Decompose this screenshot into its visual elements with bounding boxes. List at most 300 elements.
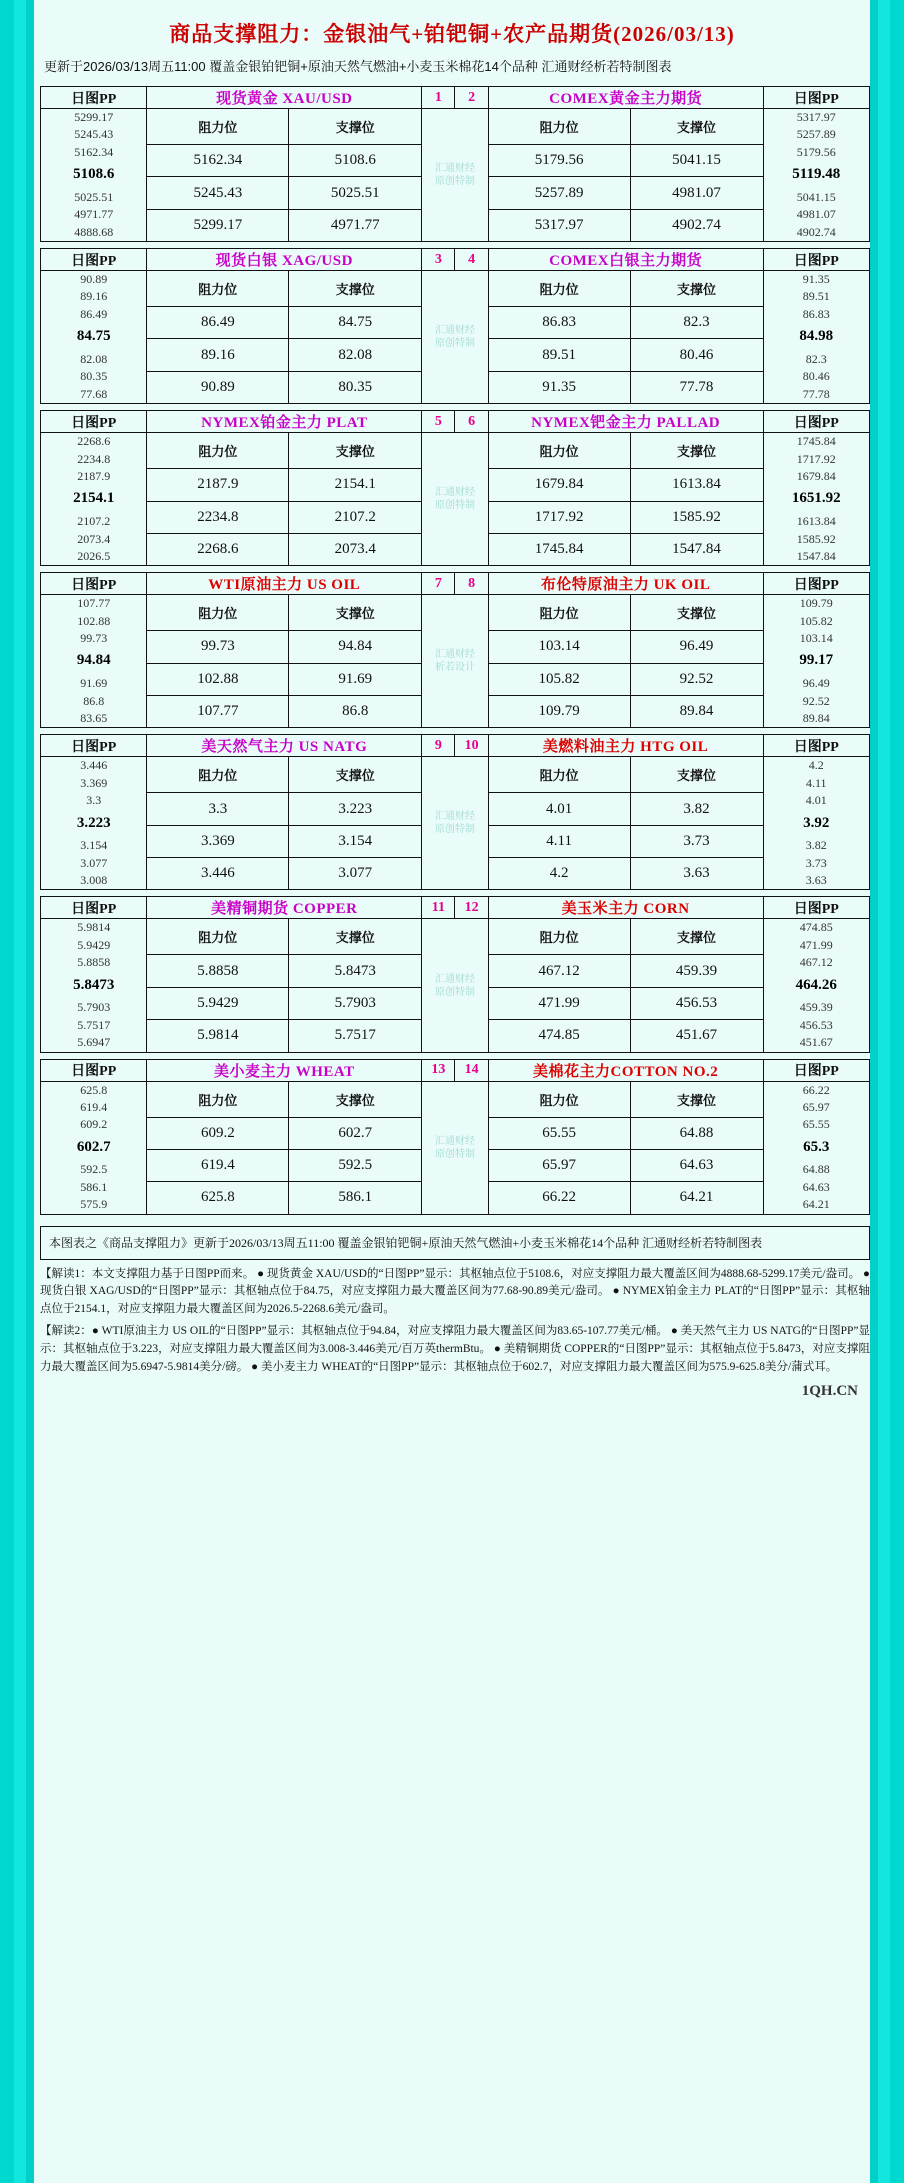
brand-watermark: 1QH.CN <box>801 1382 858 1399</box>
ladder-value: 1679.84 <box>796 468 836 483</box>
instrument-name-right: 美棉花主力COTTON NO.2 <box>488 1059 763 1081</box>
support-value-left: 5.7517 <box>289 1020 422 1052</box>
ladder-value: 4971.77 <box>74 207 114 222</box>
resistance-value-right: 1717.92 <box>488 501 630 533</box>
support-value-right: 96.49 <box>630 631 763 663</box>
instrument-table <box>40 896 870 1052</box>
resistance-value-right: 103.14 <box>488 631 630 663</box>
instrument-name-right: COMEX白银主力期货 <box>488 249 763 271</box>
pp-label-left: 日图PP <box>41 87 147 109</box>
support-value-right: 77.78 <box>630 371 763 403</box>
watermark-center: 汇通财经 原创特制 <box>422 271 488 404</box>
pivot-value: 5119.48 <box>792 166 841 183</box>
watermark-center: 汇通财经 原创特制 <box>422 1081 488 1214</box>
ladder-value: 2073.4 <box>77 531 111 546</box>
resistance-value-right: 474.85 <box>488 1020 630 1052</box>
support-header-left: 支撑位 <box>289 757 422 793</box>
page-title: 商品支撑阻力：金银油气+铂钯铜+农产品期货(2026/03/13) <box>169 22 735 46</box>
support-header-right: 支撑位 <box>630 919 763 955</box>
pp-label-right: 日图PP <box>763 411 869 433</box>
instrument-name-right: 布伦特原油主力 UK OIL <box>488 573 763 595</box>
resistance-header-right: 阻力位 <box>488 1081 630 1117</box>
ladder-value: 5.7903 <box>77 1000 111 1015</box>
ladder-value: 3.3 <box>86 793 102 808</box>
page-subtitle: 更新于2026/03/13周五11:00 覆盖金银铂钯铜+原油天然气燃油+小麦玉米棉花14个品种 汇通财经析若特制图表 <box>44 59 672 74</box>
ladder-value: 89.16 <box>80 289 108 304</box>
ladder-value: 5162.34 <box>74 144 114 159</box>
ladder-value: 89.84 <box>802 710 830 725</box>
ladder-value: 5041.15 <box>796 189 836 204</box>
support-header-left: 支撑位 <box>289 1081 422 1117</box>
resistance-header-left: 阻力位 <box>147 109 289 145</box>
ladder-value: 1745.84 <box>796 434 836 449</box>
resistance-header-left: 阻力位 <box>147 433 289 469</box>
ladder-value: 3.73 <box>805 855 827 870</box>
support-value-right: 3.73 <box>630 825 763 857</box>
support-value-left: 592.5 <box>289 1149 422 1181</box>
support-value-right: 64.21 <box>630 1182 763 1214</box>
instrument-block <box>40 893 864 1055</box>
support-value-right: 3.82 <box>630 793 763 825</box>
resistance-value-left: 3.446 <box>147 858 289 890</box>
support-value-left: 91.69 <box>289 663 422 695</box>
resistance-value-right: 4.2 <box>488 858 630 890</box>
resistance-value-left: 625.8 <box>147 1182 289 1214</box>
resistance-value-left: 5299.17 <box>147 209 289 241</box>
watermark-center: 汇通财经 原创特制 <box>422 433 488 566</box>
support-value-right: 1585.92 <box>630 501 763 533</box>
support-value-left: 586.1 <box>289 1182 422 1214</box>
support-value-left: 3.223 <box>289 793 422 825</box>
ladder-value: 92.52 <box>802 693 830 708</box>
page-inner <box>34 0 870 1410</box>
resistance-value-left: 107.77 <box>147 695 289 727</box>
pp-label-right: 日图PP <box>763 249 869 271</box>
pivot-value: 94.84 <box>76 652 111 669</box>
ladder-value: 1547.84 <box>796 548 836 563</box>
pp-label-right: 日图PP <box>763 1059 869 1081</box>
support-value-left: 2073.4 <box>289 533 422 565</box>
block-index-left: 7 <box>422 573 455 595</box>
support-value-right: 64.88 <box>630 1117 763 1149</box>
pivot-ladder-left <box>41 271 147 404</box>
resistance-value-left: 5.9429 <box>147 987 289 1019</box>
resistance-value-left: 90.89 <box>147 371 289 403</box>
ladder-value: 5317.97 <box>796 110 836 124</box>
block-index-right: 10 <box>455 735 488 757</box>
ladder-value: 103.14 <box>799 631 833 646</box>
resistance-value-right: 105.82 <box>488 663 630 695</box>
ladder-value: 64.63 <box>802 1179 830 1194</box>
resistance-header-right: 阻力位 <box>488 757 630 793</box>
ladder-value: 3.63 <box>805 873 827 888</box>
pivot-value: 2154.1 <box>73 490 115 507</box>
support-value-right: 4902.74 <box>630 209 763 241</box>
table-row <box>41 271 870 307</box>
pivot-value: 5.8473 <box>73 976 115 993</box>
pp-label-right: 日图PP <box>763 573 869 595</box>
ladder-value: 77.78 <box>802 386 830 401</box>
resistance-header-left: 阻力位 <box>147 1081 289 1117</box>
pp-label-left: 日图PP <box>41 411 147 433</box>
ladder-value: 609.2 <box>80 1117 108 1132</box>
instrument-table <box>40 248 870 404</box>
support-header-right: 支撑位 <box>630 595 763 631</box>
resistance-value-right: 65.55 <box>488 1117 630 1149</box>
pivot-value: 84.75 <box>76 328 111 345</box>
instrument-name-right: 美燃料油主力 HTG OIL <box>488 735 763 757</box>
support-value-right: 456.53 <box>630 987 763 1019</box>
resistance-header-left: 阻力位 <box>147 919 289 955</box>
ladder-value: 5.9429 <box>77 937 111 952</box>
support-header-left: 支撑位 <box>289 109 422 145</box>
support-value-left: 5.7903 <box>289 987 422 1019</box>
support-value-left: 5.8473 <box>289 955 422 987</box>
pivot-ladder-left <box>41 1081 147 1214</box>
ladder-value: 107.77 <box>77 596 111 611</box>
ladder-value: 2026.5 <box>77 548 111 563</box>
ladder-value: 5025.51 <box>74 189 114 204</box>
ladder-value: 109.79 <box>799 596 833 611</box>
ladder-value: 80.35 <box>80 369 108 384</box>
instrument-name-right: NYMEX钯金主力 PALLAD <box>488 411 763 433</box>
resistance-value-right: 467.12 <box>488 955 630 987</box>
pivot-value: 1651.92 <box>791 490 841 507</box>
resistance-value-right: 471.99 <box>488 987 630 1019</box>
resistance-value-left: 86.49 <box>147 307 289 339</box>
ladder-value: 456.53 <box>799 1017 833 1032</box>
watermark-center: 汇通财经 原创特制 <box>422 109 488 242</box>
support-value-right: 5041.15 <box>630 144 763 176</box>
pivot-value: 3.92 <box>803 814 830 831</box>
resistance-value-right: 65.97 <box>488 1149 630 1181</box>
note-2: 【解读2：● WTI原油主力 US OIL的“日图PP”显示：其枢轴点位于94.84，对应支撑阻力最大覆盖区间为83.65-107.77美元/桶。 ● 美天然气主力 US NATG的“日图PP”显示：其枢轴点位于3.223，对应支撑阻力最大覆盖区间为3.008-3.446美元/百万英thermBtu。 ● 美精铜期货 COPPER的“日图PP”显示：其枢轴点位于5.8473，对应支撑阻力最大覆盖区间为5.6947-5.9814美分/磅。 ● 美小麦主力 WHEAT的“日图PP”显示：其枢轴点位于602.7，对应支撑阻力最大覆盖区间为575.9-625.8美分/蒲式耳。 <box>40 1325 870 1373</box>
ladder-value: 80.46 <box>802 369 830 384</box>
ladder-value: 3.369 <box>80 775 108 790</box>
resistance-value-left: 5162.34 <box>147 144 289 176</box>
footer-box-wrap <box>40 1226 864 1260</box>
pivot-ladder-right <box>763 433 869 566</box>
ladder-value: 5.7517 <box>77 1017 111 1032</box>
pp-label-left: 日图PP <box>41 573 147 595</box>
table-row <box>41 109 870 145</box>
ladder-value: 3.008 <box>80 873 108 888</box>
block-index-right: 12 <box>455 897 488 919</box>
pp-label-left: 日图PP <box>41 897 147 919</box>
support-value-left: 2107.2 <box>289 501 422 533</box>
pivot-value: 99.17 <box>799 652 834 669</box>
table-row <box>41 87 870 109</box>
resistance-value-left: 2268.6 <box>147 533 289 565</box>
support-value-right: 82.3 <box>630 307 763 339</box>
ladder-value: 1717.92 <box>796 451 836 466</box>
blocks-container <box>40 83 864 1218</box>
pp-label-left: 日图PP <box>41 249 147 271</box>
ladder-value: 2107.2 <box>77 514 111 529</box>
ladder-value: 4902.74 <box>796 224 836 239</box>
resistance-header-right: 阻力位 <box>488 109 630 145</box>
ladder-value: 575.9 <box>80 1197 108 1212</box>
instrument-name-left: 现货黄金 XAU/USD <box>147 87 422 109</box>
resistance-value-left: 619.4 <box>147 1149 289 1181</box>
pivot-ladder-left <box>41 109 147 242</box>
support-header-right: 支撑位 <box>630 433 763 469</box>
resistance-value-left: 609.2 <box>147 1117 289 1149</box>
support-value-left: 4971.77 <box>289 209 422 241</box>
resistance-header-right: 阻力位 <box>488 433 630 469</box>
resistance-value-right: 4.11 <box>488 825 630 857</box>
ladder-value: 86.49 <box>80 306 108 321</box>
ladder-value: 1613.84 <box>796 514 836 529</box>
footer-note: 本图表之《商品支撑阻力》更新于2026/03/13周五11:00 覆盖金银铂钯铜+原油天然气燃油+小麦玉米棉花14个品种 汇通财经析若特制图表 <box>40 1226 870 1260</box>
support-value-left: 3.154 <box>289 825 422 857</box>
support-value-left: 5025.51 <box>289 177 422 209</box>
ladder-value: 5.6947 <box>77 1035 111 1050</box>
support-header-left: 支撑位 <box>289 271 422 307</box>
ladder-value: 471.99 <box>799 937 833 952</box>
watermark-center: 汇通财经 析若设计 <box>422 595 488 728</box>
ladder-value: 586.1 <box>80 1179 108 1194</box>
ladder-value: 82.08 <box>80 352 108 367</box>
resistance-value-left: 5245.43 <box>147 177 289 209</box>
pivot-ladder-right <box>763 271 869 404</box>
resistance-value-right: 1745.84 <box>488 533 630 565</box>
pivot-ladder-left <box>41 433 147 566</box>
resistance-value-left: 2234.8 <box>147 501 289 533</box>
instrument-name-left: NYMEX铂金主力 PLAT <box>147 411 422 433</box>
resistance-value-left: 3.369 <box>147 825 289 857</box>
resistance-value-right: 89.51 <box>488 339 630 371</box>
instrument-name-left: 美精铜期货 COPPER <box>147 897 422 919</box>
support-value-left: 94.84 <box>289 631 422 663</box>
resistance-value-right: 86.83 <box>488 307 630 339</box>
ladder-value: 65.55 <box>802 1117 830 1132</box>
instrument-block <box>40 245 864 407</box>
instrument-name-left: WTI原油主力 US OIL <box>147 573 422 595</box>
notes-section <box>40 1266 870 1377</box>
resistance-value-left: 5.8858 <box>147 955 289 987</box>
table-row <box>41 595 870 631</box>
block-index-right: 4 <box>455 249 488 271</box>
pivot-ladder-left <box>41 919 147 1052</box>
ladder-value: 5245.43 <box>74 127 114 142</box>
instrument-table <box>40 734 870 890</box>
table-row <box>41 735 870 757</box>
support-value-left: 602.7 <box>289 1117 422 1149</box>
table-row <box>41 919 870 955</box>
resistance-value-left: 5.9814 <box>147 1020 289 1052</box>
resistance-header-left: 阻力位 <box>147 271 289 307</box>
instrument-name-right: 美玉米主力 CORN <box>488 897 763 919</box>
ladder-value: 3.82 <box>805 838 827 853</box>
ladder-value: 4.01 <box>805 793 827 808</box>
support-value-left: 84.75 <box>289 307 422 339</box>
block-index-left: 11 <box>422 897 455 919</box>
instrument-block <box>40 83 864 245</box>
support-value-left: 5108.6 <box>289 144 422 176</box>
support-value-left: 2154.1 <box>289 469 422 501</box>
ladder-value: 89.51 <box>802 289 830 304</box>
support-value-right: 1547.84 <box>630 533 763 565</box>
resistance-value-left: 89.16 <box>147 339 289 371</box>
ladder-value: 4.2 <box>808 758 824 773</box>
ladder-value: 1585.92 <box>796 531 836 546</box>
block-index-right: 6 <box>455 411 488 433</box>
resistance-value-right: 5317.97 <box>488 209 630 241</box>
ladder-value: 4.11 <box>805 775 827 790</box>
ladder-value: 77.68 <box>80 386 108 401</box>
resistance-value-right: 91.35 <box>488 371 630 403</box>
ladder-value: 66.22 <box>802 1082 830 1097</box>
ladder-value: 64.88 <box>802 1162 830 1177</box>
ladder-value: 5299.17 <box>74 110 114 124</box>
ladder-value: 91.35 <box>802 272 830 287</box>
pp-label-left: 日图PP <box>41 1059 147 1081</box>
support-value-left: 86.8 <box>289 695 422 727</box>
table-row <box>41 573 870 595</box>
support-value-right: 89.84 <box>630 695 763 727</box>
ladder-value: 64.21 <box>802 1197 830 1212</box>
pivot-ladder-right <box>763 109 869 242</box>
ladder-value: 3.077 <box>80 855 108 870</box>
support-value-left: 82.08 <box>289 339 422 371</box>
pp-label-right: 日图PP <box>763 87 869 109</box>
ladder-value: 99.73 <box>80 631 108 646</box>
ladder-value: 2187.9 <box>77 468 111 483</box>
instrument-name-left: 现货白银 XAG/USD <box>147 249 422 271</box>
ladder-value: 90.89 <box>80 272 108 287</box>
support-value-right: 459.39 <box>630 955 763 987</box>
ladder-value: 86.83 <box>802 306 830 321</box>
table-row <box>41 1059 870 1081</box>
pp-label-left: 日图PP <box>41 735 147 757</box>
table-row <box>41 411 870 433</box>
instrument-table <box>40 86 870 242</box>
support-value-left: 80.35 <box>289 371 422 403</box>
ladder-value: 82.3 <box>805 352 827 367</box>
ladder-value: 5.8858 <box>77 955 111 970</box>
resistance-header-right: 阻力位 <box>488 271 630 307</box>
ladder-value: 65.97 <box>802 1099 830 1114</box>
ladder-value: 91.69 <box>80 676 108 691</box>
ladder-value: 2234.8 <box>77 451 111 466</box>
support-header-right: 支撑位 <box>630 271 763 307</box>
ladder-value: 5179.56 <box>796 144 836 159</box>
resistance-value-right: 5179.56 <box>488 144 630 176</box>
pivot-value: 65.3 <box>803 1138 830 1155</box>
ladder-value: 86.8 <box>83 693 105 708</box>
ladder-value: 5.9814 <box>77 920 111 935</box>
block-index-right: 8 <box>455 573 488 595</box>
pivot-ladder-right <box>763 595 869 728</box>
resistance-value-right: 66.22 <box>488 1182 630 1214</box>
ladder-value: 5257.89 <box>796 127 836 142</box>
ladder-value: 619.4 <box>80 1099 108 1114</box>
pivot-ladder-right <box>763 919 869 1052</box>
instrument-block <box>40 731 864 893</box>
pivot-ladder-right <box>763 757 869 890</box>
instrument-block <box>40 407 864 569</box>
ladder-value: 474.85 <box>799 920 833 935</box>
table-row <box>41 1081 870 1117</box>
resistance-header-right: 阻力位 <box>488 595 630 631</box>
support-header-left: 支撑位 <box>289 595 422 631</box>
resistance-value-right: 4.01 <box>488 793 630 825</box>
ladder-value: 4981.07 <box>796 207 836 222</box>
support-value-right: 451.67 <box>630 1020 763 1052</box>
table-row <box>41 249 870 271</box>
instrument-table <box>40 410 870 566</box>
table-row <box>41 897 870 919</box>
instrument-block <box>40 1056 864 1218</box>
instrument-name-left: 美天然气主力 US NATG <box>147 735 422 757</box>
block-index-right: 14 <box>455 1059 488 1081</box>
pp-label-right: 日图PP <box>763 735 869 757</box>
pivot-value: 84.98 <box>799 328 834 345</box>
block-index-left: 5 <box>422 411 455 433</box>
instrument-table <box>40 1059 870 1215</box>
support-header-left: 支撑位 <box>289 919 422 955</box>
table-row <box>41 757 870 793</box>
support-value-right: 3.63 <box>630 858 763 890</box>
resistance-header-left: 阻力位 <box>147 757 289 793</box>
resistance-value-left: 3.3 <box>147 793 289 825</box>
ladder-value: 4888.68 <box>74 224 114 239</box>
pivot-value: 5108.6 <box>73 166 115 183</box>
pp-label-right: 日图PP <box>763 897 869 919</box>
block-index-left: 3 <box>422 249 455 271</box>
ladder-value: 96.49 <box>802 676 830 691</box>
block-index-left: 1 <box>422 87 455 109</box>
ladder-value: 451.67 <box>799 1035 833 1050</box>
pivot-value: 602.7 <box>76 1138 111 1155</box>
support-value-right: 1613.84 <box>630 469 763 501</box>
ladder-value: 2268.6 <box>77 434 111 449</box>
support-value-right: 64.63 <box>630 1149 763 1181</box>
resistance-value-left: 2187.9 <box>147 469 289 501</box>
resistance-header-left: 阻力位 <box>147 595 289 631</box>
pivot-value: 464.26 <box>795 976 837 993</box>
resistance-value-right: 5257.89 <box>488 177 630 209</box>
ladder-value: 625.8 <box>80 1082 108 1097</box>
pivot-ladder-right <box>763 1081 869 1214</box>
block-index-left: 9 <box>422 735 455 757</box>
ladder-value: 105.82 <box>799 613 833 628</box>
instrument-name-right: COMEX黄金主力期货 <box>488 87 763 109</box>
resistance-value-right: 109.79 <box>488 695 630 727</box>
watermark-center: 汇通财经 原创特制 <box>422 919 488 1052</box>
instrument-block <box>40 569 864 731</box>
support-header-left: 支撑位 <box>289 433 422 469</box>
support-header-right: 支撑位 <box>630 757 763 793</box>
instrument-table <box>40 572 870 728</box>
ladder-value: 592.5 <box>80 1162 108 1177</box>
resistance-header-right: 阻力位 <box>488 919 630 955</box>
support-value-right: 92.52 <box>630 663 763 695</box>
support-header-right: 支撑位 <box>630 1081 763 1117</box>
ladder-value: 83.65 <box>80 710 108 725</box>
support-value-left: 3.077 <box>289 858 422 890</box>
resistance-value-left: 99.73 <box>147 631 289 663</box>
pivot-value: 3.223 <box>76 814 111 831</box>
ladder-value: 3.446 <box>80 758 108 773</box>
support-header-right: 支撑位 <box>630 109 763 145</box>
ladder-value: 102.88 <box>77 613 111 628</box>
support-value-right: 4981.07 <box>630 177 763 209</box>
block-index-left: 13 <box>422 1059 455 1081</box>
pivot-ladder-left <box>41 757 147 890</box>
ladder-value: 459.39 <box>799 1000 833 1015</box>
